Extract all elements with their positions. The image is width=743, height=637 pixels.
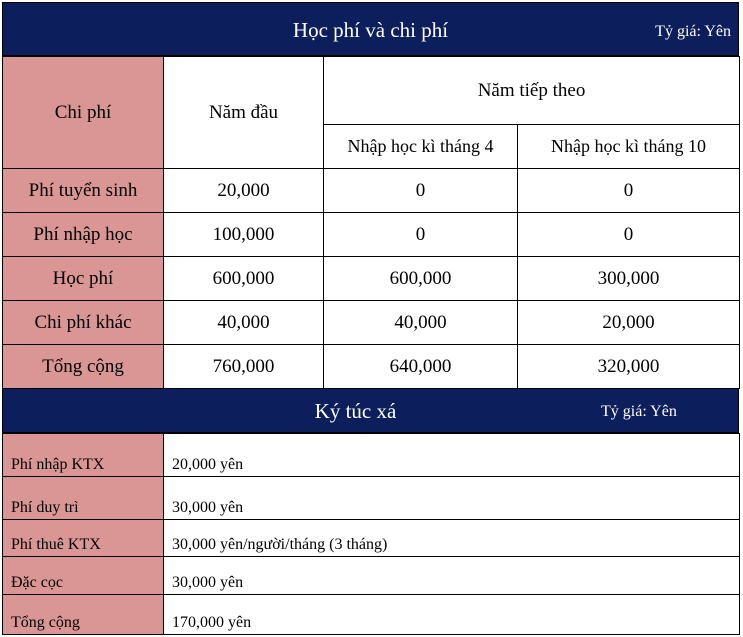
table-row: [3, 557, 740, 595]
first-year-value: 600,000: [164, 257, 324, 301]
first-year-header: Năm đầu: [164, 57, 324, 169]
table-row: [3, 345, 740, 389]
first-year-value: 100,000: [164, 213, 324, 257]
fees-table: [2, 56, 740, 389]
dorm-exchange-rate: Tỷ giá: Yên: [601, 403, 677, 420]
table-row: [3, 169, 740, 213]
fees-header-row: [3, 57, 740, 125]
table-row: [3, 301, 740, 345]
table-row: [3, 213, 740, 257]
table-row: [3, 257, 740, 301]
cost-header: Chi phí: [3, 57, 164, 169]
dorm-row-label: Đặc cọc: [3, 557, 164, 595]
april-value: 0: [324, 169, 518, 213]
october-value: 300,000: [518, 257, 740, 301]
first-year-value: 760,000: [164, 345, 324, 389]
april-intake-header: Nhập học kì tháng 4: [324, 125, 518, 169]
row-label: Học phí: [3, 257, 164, 301]
fees-title: Học phí và chi phí: [292, 18, 449, 42]
october-intake-header: Nhập học kì tháng 10: [518, 125, 740, 169]
dorm-row-value: 30,000 yên: [164, 477, 740, 520]
dorm-row-value: 30,000 yên: [164, 557, 740, 595]
october-value: 320,000: [518, 345, 740, 389]
table-row: [3, 434, 740, 477]
row-label: Tổng cộng: [3, 345, 164, 389]
dorm-table: [2, 433, 740, 635]
april-value: 600,000: [324, 257, 518, 301]
table-row: [3, 477, 740, 520]
dorm-row-value: 30,000 yên/người/tháng (3 tháng): [164, 520, 740, 557]
october-value: 20,000: [518, 301, 740, 345]
april-value: 640,000: [324, 345, 518, 389]
table-row: [3, 595, 740, 635]
dorm-row-value: 20,000 yên: [164, 434, 740, 477]
april-value: 40,000: [324, 301, 518, 345]
first-year-value: 20,000: [164, 169, 324, 213]
first-year-value: 40,000: [164, 301, 324, 345]
april-value: 0: [324, 213, 518, 257]
table-row: [3, 520, 740, 557]
row-label: Chi phí khác: [3, 301, 164, 345]
dorm-row-value: 170,000 yên: [164, 595, 740, 635]
row-label: Phí nhập học: [3, 213, 164, 257]
dorm-row-label: Tổng cộng: [3, 595, 164, 635]
row-label: Phí tuyển sinh: [3, 169, 164, 213]
dorm-header: [2, 388, 739, 433]
dorm-row-label: Phí duy trì: [3, 477, 164, 520]
october-value: 0: [518, 169, 740, 213]
october-value: 0: [518, 213, 740, 257]
dorm-title: Ký túc xá: [314, 399, 397, 423]
dorm-row-label: Phí nhập KTX: [3, 434, 164, 477]
fees-exchange-rate: Tỷ giá: Yên: [655, 23, 731, 40]
fees-header: [2, 2, 739, 56]
next-years-header: Năm tiếp theo: [324, 57, 740, 125]
dorm-row-label: Phí thuê KTX: [3, 520, 164, 557]
